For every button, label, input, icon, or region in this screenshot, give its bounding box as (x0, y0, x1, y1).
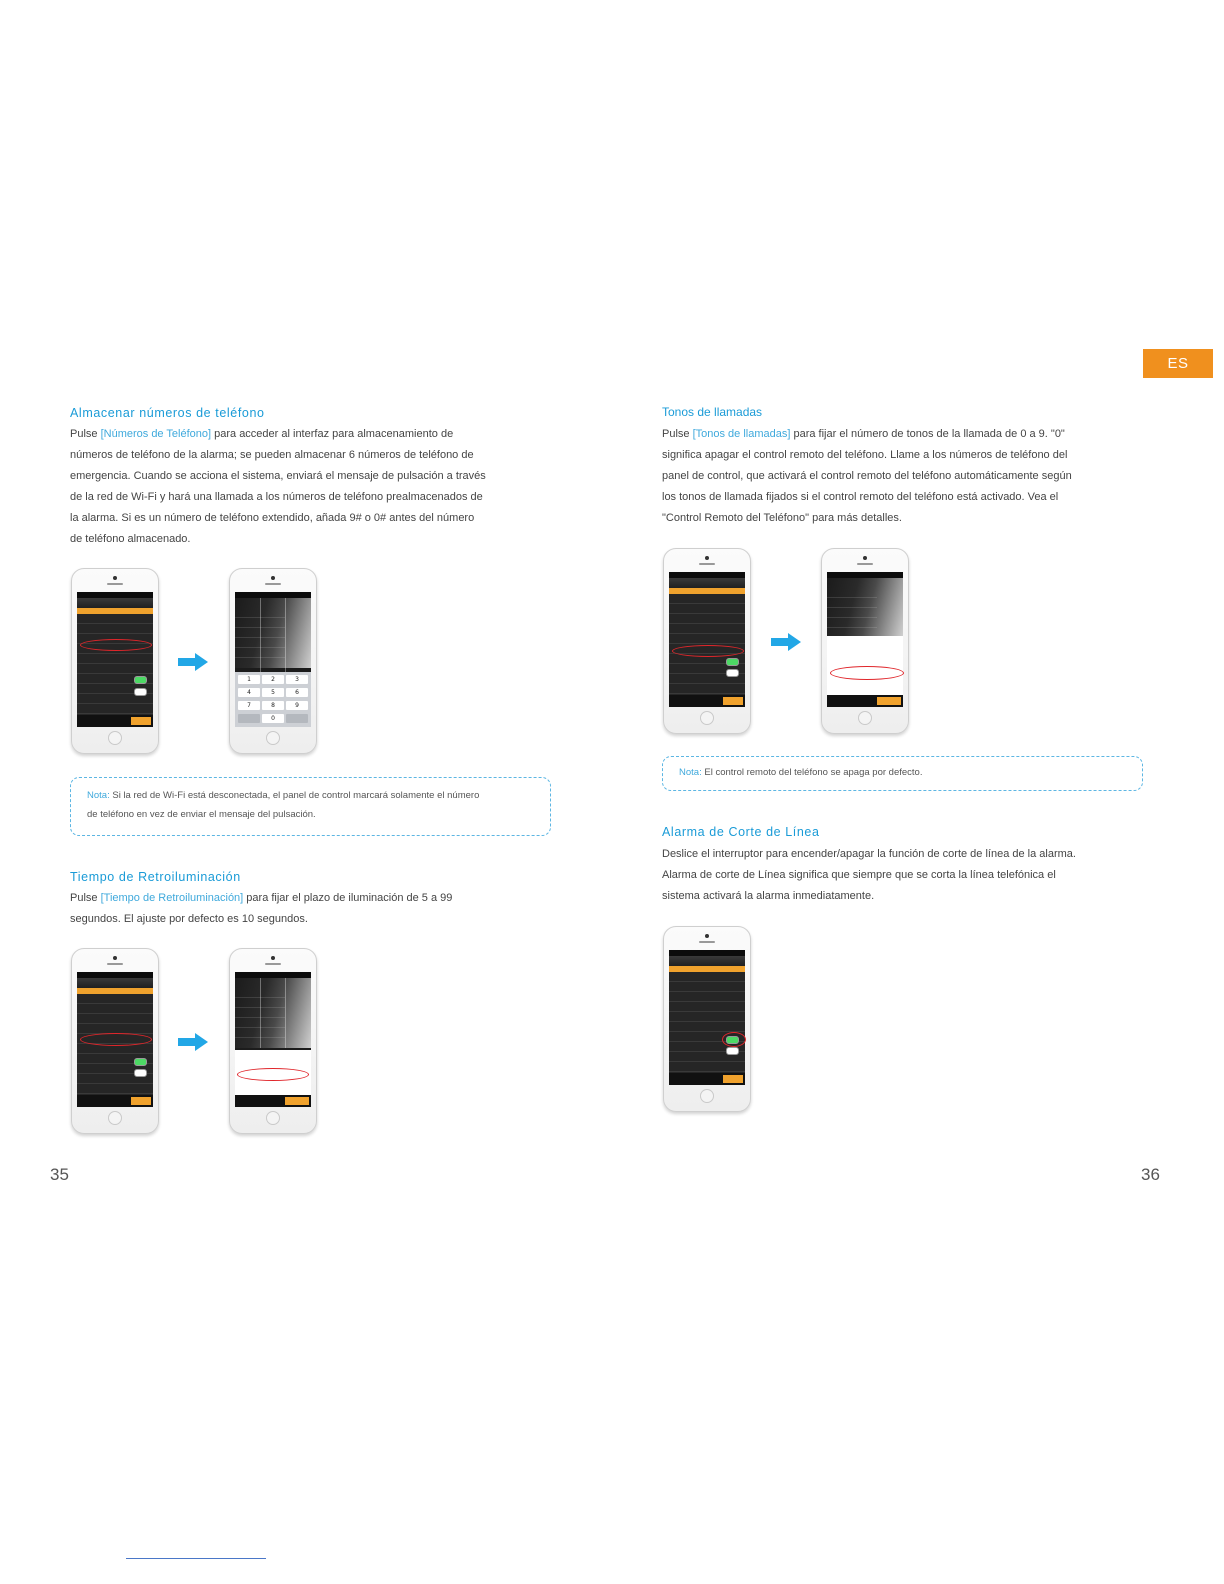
note-box-remote-control (662, 756, 1143, 791)
footer-rule (126, 1558, 266, 1559)
highlight-circle (80, 1033, 152, 1046)
text-line: Pulse [Tiempo de Retroiluminación] para fijar el plazo de iluminación de 5 a 99 (70, 892, 453, 904)
text-line: de teléfono almacenado. (70, 533, 191, 545)
keypad-key: 9 (286, 701, 308, 710)
section-body-line-cut (662, 844, 1152, 907)
keypad-key: 1 (238, 675, 260, 684)
language-tab: ES (1143, 349, 1213, 378)
text-line: de la red de Wi-Fi y hará una llamada a los números de teléfono prealmacenados de (70, 491, 483, 503)
phone-screenshot-backlight-picker (229, 948, 317, 1134)
page-number-right: 36 (1141, 1165, 1160, 1184)
keypad-key: 3 (286, 675, 308, 684)
phone-screenshot-settings-backlight (71, 948, 159, 1134)
arrow-right-icon (178, 1033, 208, 1051)
text-line: los tonos de llamada fijados si el control remoto del teléfono está activado. Vea el (662, 491, 1059, 503)
section-body-ring-tones (662, 424, 1152, 529)
keypad-key: 8 (262, 701, 284, 710)
arrow-right-icon (178, 653, 208, 671)
highlight-circle (237, 1068, 309, 1081)
note-line: de teléfono en vez de enviar el mensaje del pulsación. (87, 808, 316, 820)
section-title-line-cut: Alarma de Corte de Línea (662, 825, 820, 839)
section-title-backlight: Tiempo de Retroiluminación (70, 870, 241, 884)
text-line: Deslice el interruptor para encender/apagar la función de corte de línea de la alarma. (662, 848, 1076, 860)
page-number-left: 35 (50, 1165, 69, 1184)
text-line: Alarma de corte de Línea significa que siempre que se corta la línea telefónica el (662, 869, 1056, 881)
text-line: sistema activará la alarma inmediatamente. (662, 890, 875, 902)
text-line: segundos. El ajuste por defecto es 10 segundos. (70, 913, 308, 925)
note-line: Nota: El control remoto del teléfono se apaga por defecto. (679, 767, 923, 778)
text-line: Pulse [Números de Teléfono] para acceder al interfaz para almacenamiento de (70, 428, 454, 440)
phone-screenshot-settings (71, 568, 159, 754)
text-line: números de teléfono de la alarma; se pueden almacenar 6 números de teléfono de (70, 449, 474, 461)
phone-screenshot-ringtone-picker (821, 548, 909, 734)
section-title-store-numbers: Almacenar números de teléfono (70, 406, 265, 420)
text-line: "Control Remoto del Teléfono" para más detalles. (662, 512, 902, 524)
phone-screenshot-settings-line-cut (663, 926, 751, 1112)
keypad-key: 4 (238, 688, 260, 697)
keypad (235, 672, 311, 727)
phone-screenshot-settings-ringtones (663, 548, 751, 734)
note-line: Nota: Si la red de Wi-Fi está desconectada, el panel de control marcará solamente el número (87, 790, 480, 801)
highlight-circle (722, 1032, 746, 1047)
keypad-key: 0 (262, 714, 284, 723)
highlight-circle (672, 645, 744, 657)
keypad-key (238, 714, 260, 723)
phone-screenshot-number-entry (229, 568, 317, 754)
keypad-key: 2 (262, 675, 284, 684)
keypad-key: 7 (238, 701, 260, 710)
section-body-backlight (70, 888, 560, 930)
keypad-key: 6 (286, 688, 308, 697)
highlight-circle (830, 666, 904, 680)
text-line: panel de control, que activará el control remoto del teléfono automáticamente según (662, 470, 1072, 482)
highlight-circle (80, 639, 152, 651)
text-line: Pulse [Tonos de llamadas] para fijar el número de tonos de la llamada de 0 a 9. "0" (662, 428, 1065, 440)
text-line: significa apagar el control remoto del teléfono. Llame a los números de teléfono del (662, 449, 1068, 461)
note-box-wifi (70, 777, 551, 836)
keypad-key: 5 (262, 688, 284, 697)
keypad-key (286, 714, 308, 723)
text-line: emergencia. Cuando se acciona el sistema, enviará el mensaje de pulsación a través (70, 470, 486, 482)
text-line: la alarma. Si es un número de teléfono extendido, añada 9# o 0# antes del número (70, 512, 475, 524)
section-body-store-numbers (70, 424, 560, 550)
section-title-ring-tones: Tonos de llamadas (662, 405, 763, 419)
arrow-right-icon (771, 633, 801, 651)
